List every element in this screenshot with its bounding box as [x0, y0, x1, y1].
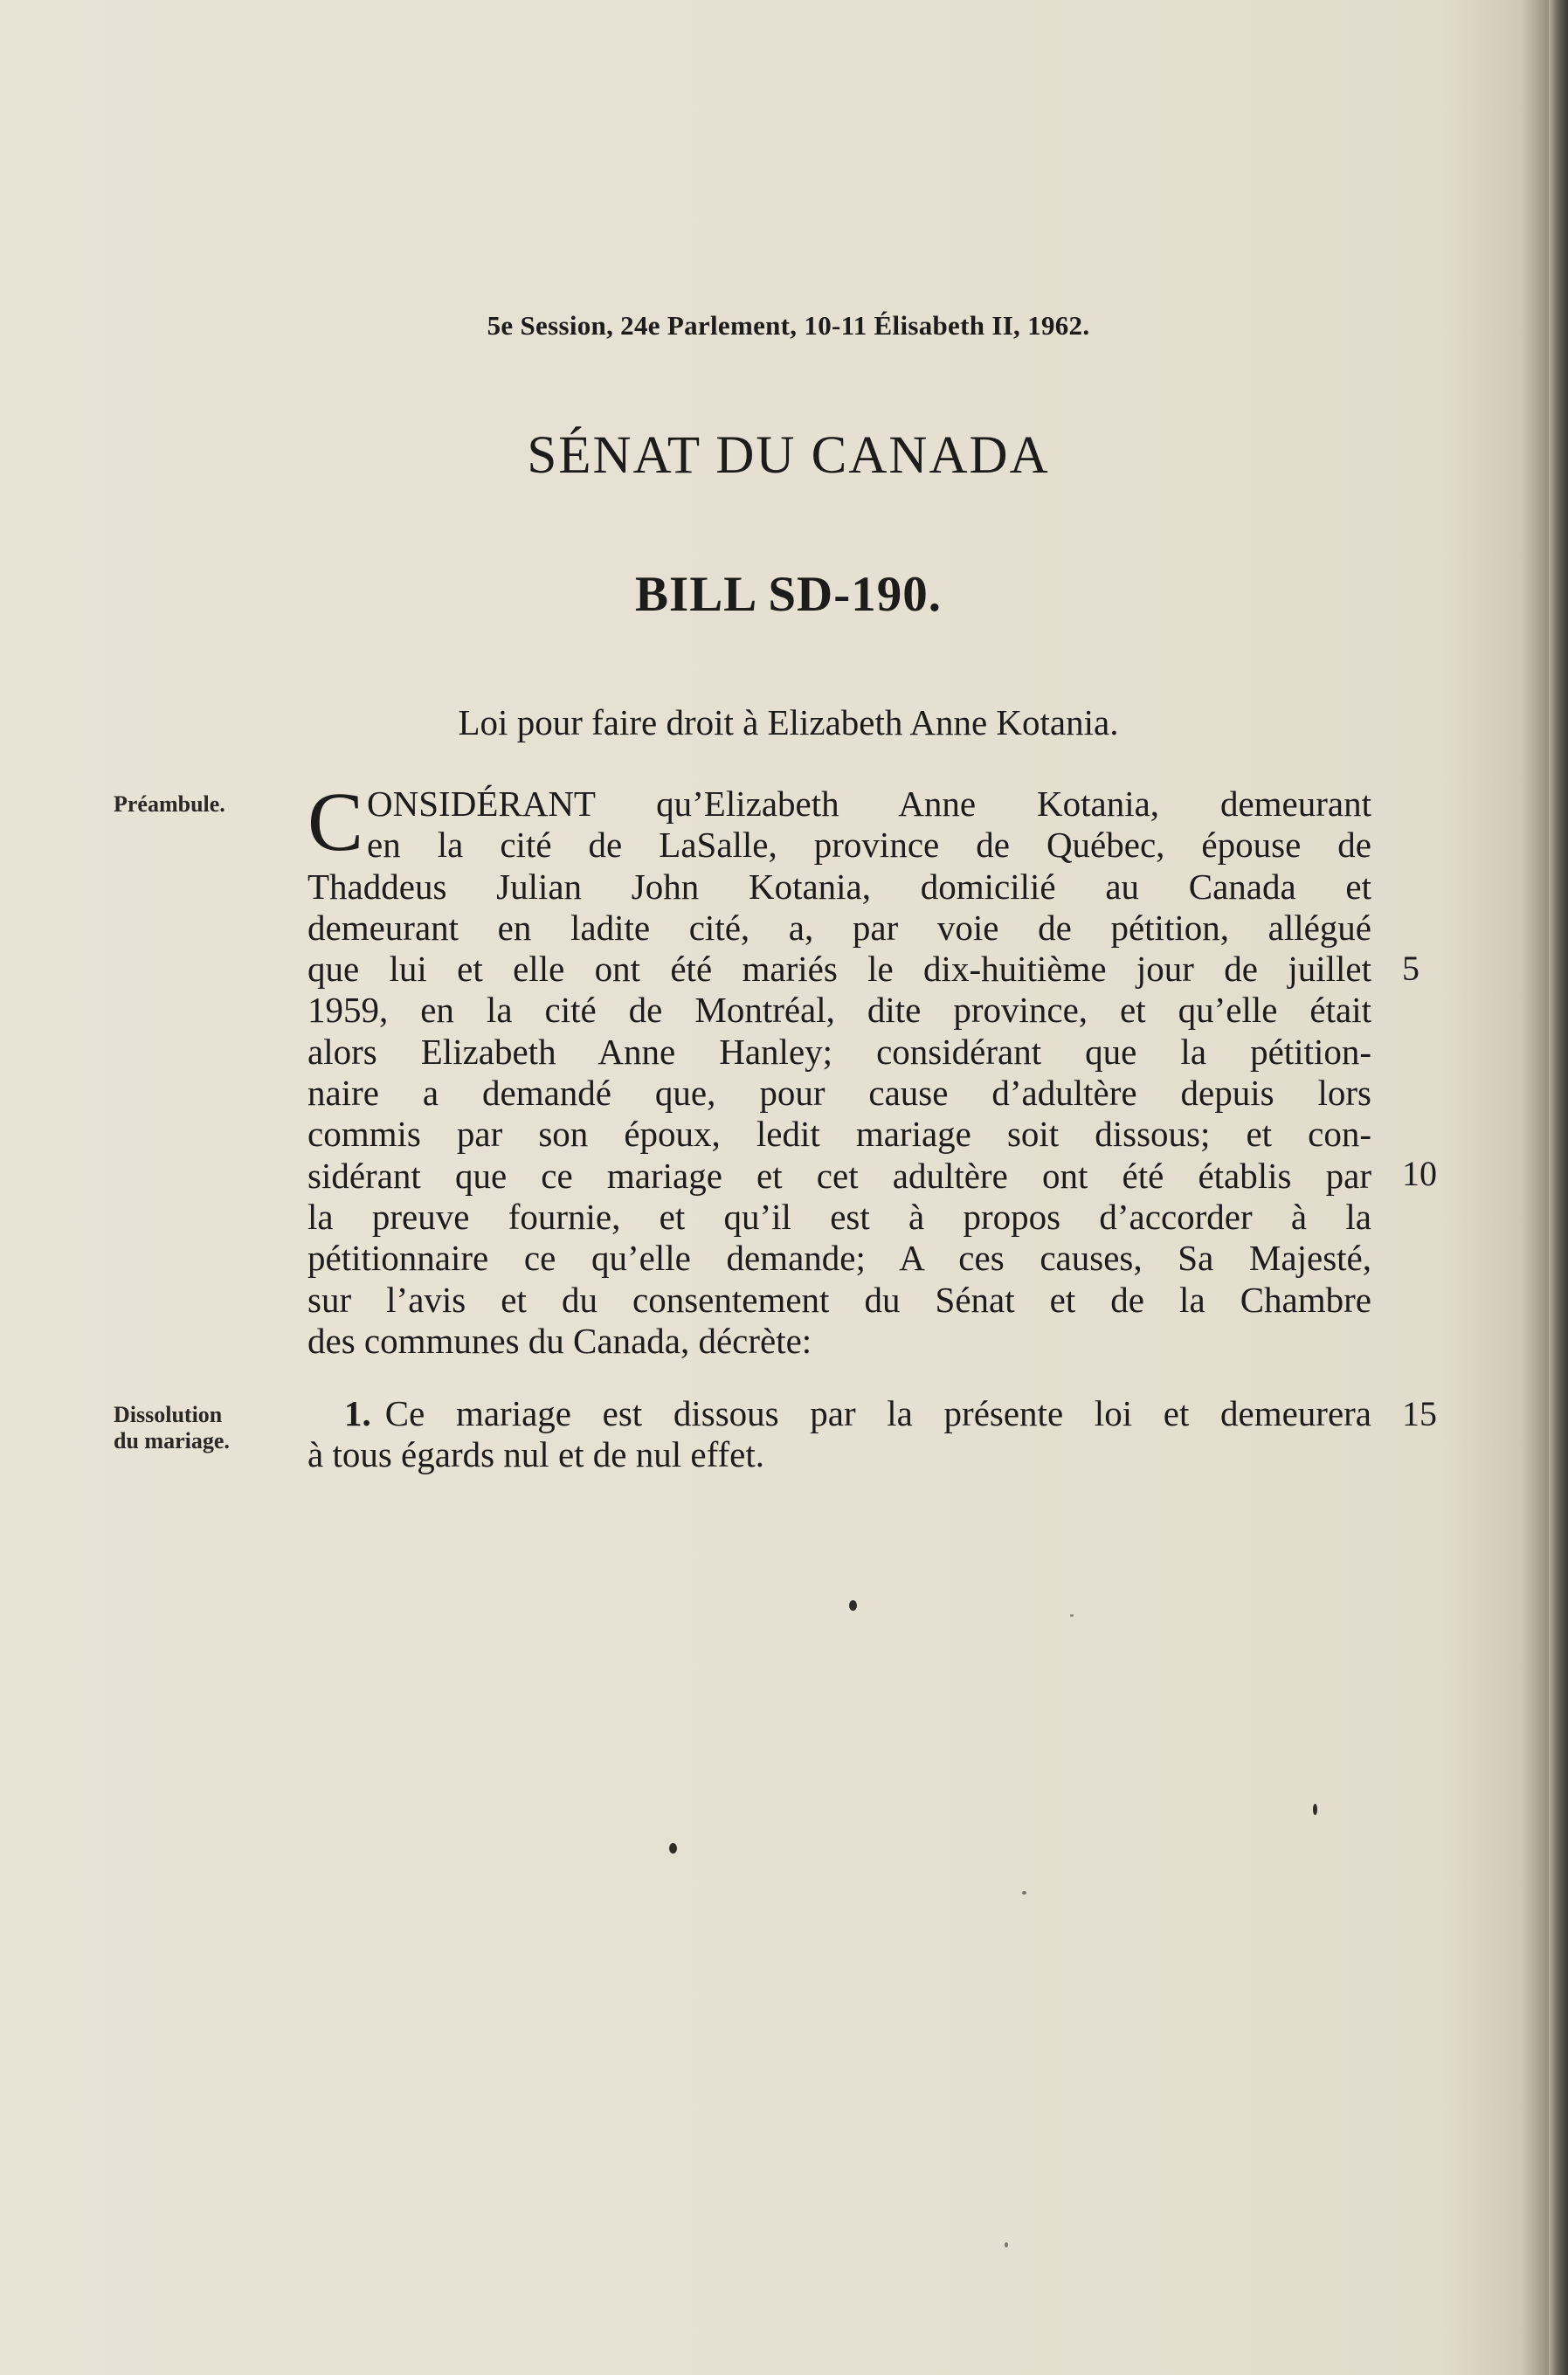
preamble-line: des communes du Canada, décrète: [307, 1320, 812, 1361]
marginal-note-dissolution-line1: Dissolution [114, 1402, 223, 1427]
chamber-title: SÉNAT DU CANADA [527, 426, 1050, 485]
preamble-line: ONSIDÉRANT qu’Elizabeth Anne Kotania, demeurant [367, 784, 1371, 824]
line-number: 15 [1402, 1394, 1437, 1433]
preamble-line: alors Elizabeth Anne Hanley; considérant que la pétition- [307, 1031, 1371, 1072]
preamble-line: commis par son époux, ledit mariage soit dissous; et con- [307, 1114, 1371, 1155]
section-number: 1. [344, 1393, 371, 1433]
preamble-line: sur l’avis et du consentement du Sénat et de la Chambre [307, 1279, 1371, 1320]
section-1 [307, 1393, 1371, 1476]
binding-edge [1549, 0, 1568, 2375]
marginal-note-dissolution [114, 1402, 275, 1454]
line-number: 10 [1402, 1154, 1437, 1193]
section-1-line: à tous égards nul et de nul effet. [307, 1434, 764, 1475]
preamble-line: en la cité de LaSalle, province de Québec, épouse de [367, 825, 1371, 866]
preamble-line: la preuve fournie, et qu’il est à propos d’accorder à la [307, 1196, 1371, 1237]
paper-speck [849, 1600, 857, 1611]
paper-speck [1005, 2242, 1008, 2247]
marginal-note-dissolution-line2: du mariage. [114, 1428, 230, 1453]
preamble-line: demeurant en ladite cité, a, par voie de pétition, allégué [307, 907, 1371, 948]
drop-cap: C [307, 775, 364, 868]
preamble-line: 1959, en la cité de Montréal, dite province, et qu’elle était [307, 990, 1371, 1031]
bill-number: BILL SD-190. [635, 567, 942, 622]
bill-title: Loi pour faire droit à Elizabeth Anne Kotania. [458, 702, 1119, 742]
section-1-text: Ce mariage est dissous par la présente loi et demeurera [384, 1393, 1371, 1433]
preamble-line: naire a demandé que, pour cause d’adultère depuis lors [307, 1073, 1371, 1114]
preamble-line: pétitionnaire ce qu’elle demande; A ces causes, Sa Majesté, [307, 1238, 1371, 1279]
section-1-line [307, 1393, 1371, 1434]
session-header: 5e Session, 24e Parlement, 10-11 Élisabeth II, 1962. [487, 310, 1090, 341]
paper-speck [1022, 1891, 1026, 1895]
line-number: 5 [1402, 949, 1419, 988]
preamble-paragraph [307, 775, 1371, 1362]
preamble-line: sidérant que ce mariage et cet adultère ont été établis par [307, 1155, 1371, 1196]
preamble-line: que lui et elle ont été mariés le dix-huitième jour de juillet [307, 949, 1371, 990]
marginal-note-preamble: Préambule. [114, 791, 225, 817]
paper-speck [669, 1843, 677, 1854]
paper-speck [1070, 1614, 1074, 1617]
preamble-line: Thaddeus Julian John Kotania, domicilié au Canada et [307, 866, 1371, 907]
paper-speck [1313, 1804, 1317, 1815]
